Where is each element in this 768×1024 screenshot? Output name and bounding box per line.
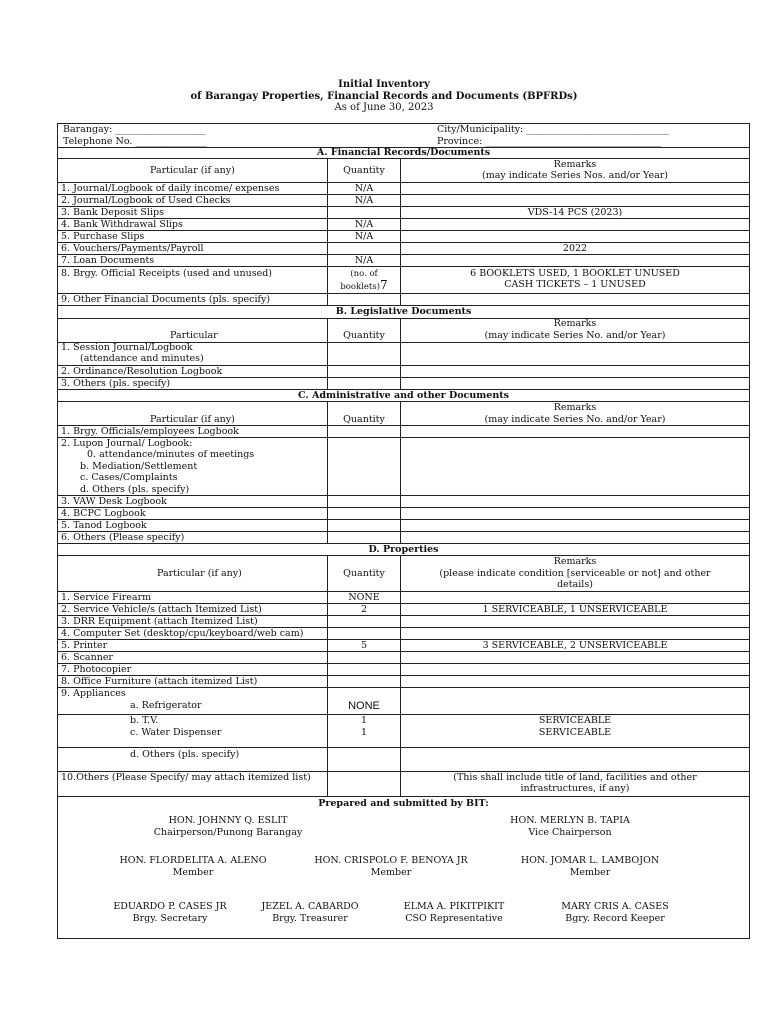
signatory-role: Member [172,867,214,878]
table-row: a. Refrigerator [130,700,202,711]
table-row: 9. Appliances [61,688,126,699]
remarks-cell: (This shall include title of land, facilities and other [453,772,697,783]
rule [57,519,750,520]
signatory-name: EDUARDO P. CASES JR [113,901,227,912]
signatory-role: Vice Chairperson [528,827,612,838]
quantity-cell: booklets)7 [340,278,388,292]
remarks-cell: 3 SERVICEABLE, 2 UNSERVICEABLE [482,640,668,651]
table-row: 3. Others (pls. specify) [61,378,171,389]
table-row: 6. Vouchers/Payments/Payroll [61,243,204,254]
table-row: 6. Others (Please specify) [61,532,185,543]
table-row: 2. Ordinance/Resolution Logbook [61,366,223,377]
province-field: Province: _____________________________________ [437,136,662,147]
quantity-cell: N/A [354,183,374,194]
quantity-cell: N/A [354,231,374,242]
signatory-role: Bgry. Record Keeper [565,913,665,924]
table-row: 5. Purchase Slips [61,231,145,242]
table-row: b. Mediation/Settlement [80,461,198,472]
section-d-col-quantity: Quantity [343,568,385,579]
table-row: 8. Office Furniture (attach itemized List) [61,676,258,687]
rule [57,796,750,797]
table-row: 4. Bank Withdrawal Slips [61,219,183,230]
column-rule [400,555,401,796]
rule [57,663,750,664]
table-row: 1. Journal/Logbook of daily income/ expenses [61,183,280,194]
table-row: d. Others (pls. specify) [80,484,190,495]
remarks-cell: 1 SERVICEABLE, 1 UNSERVICEABLE [482,604,668,615]
rule [57,591,750,592]
quantity-cell: 1 [360,727,368,738]
quantity-cell: (no. of [350,269,378,279]
column-rule [327,318,328,389]
remarks-cell: 2022 [562,243,588,254]
table-row: d. Others (pls. specify) [130,749,240,760]
table-row: 3. VAW Desk Logbook [61,496,167,507]
section-b-col-quantity: Quantity [343,330,385,341]
signatory-role: Member [569,867,611,878]
prepared-by-heading: Prepared and submitted by BIT: [318,798,489,809]
rule [57,747,750,748]
table-row: 3. DRR Equipment (attach Itemized List) [61,616,258,627]
signatory-name: HON. CRISPOLO F. BENOYA JR [314,855,468,866]
table-row: b. T.V. [130,715,159,726]
signatory-name: ELMA A. PIKITPIKIT [403,901,505,912]
section-d-title: D. Properties [368,544,439,555]
remarks-cell: SERVICEABLE [538,727,612,738]
remarks-cell: VDS-14 PCS (2023) [527,207,623,218]
table-row: 0. attendance/minutes of meetings [87,449,255,460]
telephone-field: Telephone No. _______________ [63,136,207,147]
section-d-col-remarks-note: details) [557,579,593,590]
remarks-cell: infrastructures, if any) [520,783,630,794]
section-c-col-quantity: Quantity [343,414,385,425]
quantity-cell: N/A [354,219,374,230]
quantity-cell: 5 [360,640,368,651]
table-row: 1. Brgy. Officials/employees Logbook [61,426,239,437]
remarks-cell: 6 BOOKLETS USED, 1 BOOKLET UNUSED [470,268,680,279]
section-c-col-remarks: Remarks [553,402,597,413]
city-field: City/Municipality: ______________________________ [437,124,669,135]
rule [57,507,750,508]
document-subtitle: of Barangay Properties, Financial Records and Documents (BPFRDs) [190,91,578,102]
table-row: (attendance and minutes) [80,353,204,364]
table-row: 2. Service Vehicle/s (attach Itemized List) [61,604,262,615]
rule [57,687,750,688]
section-b-col-particular: Particular [170,330,218,341]
table-row: c. Cases/Complaints [80,472,178,483]
signatory-name: HON. FLORDELITA A. ALENO [119,855,267,866]
signatory-name: MARY CRIS A. CASES [561,901,669,912]
section-b-title: B. Legislative Documents [335,306,472,317]
section-a-col-particular: Particular (if any) [150,165,235,176]
table-row: 7. Loan Documents [61,255,155,266]
quantity-cell: NONE [348,700,380,712]
signatory-role: Brgy. Treasurer [272,913,348,924]
signatory-role: CSO Representative [405,913,503,924]
signatory-name: HON. JOHNNY Q. ESLIT [168,815,288,826]
table-row: 5. Printer [61,640,108,651]
table-row: c. Water Dispenser [130,727,222,738]
signatory-name: HON. JOMAR L. LAMBOJON [520,855,660,866]
table-row: 1. Service Firearm [61,592,152,603]
table-row: 4. Computer Set (desktop/cpu/keyboard/web cam) [61,628,304,639]
table-row: 5. Tanod Logbook [61,520,147,531]
section-d-col-remarks: Remarks [553,556,597,567]
remarks-cell: SERVICEABLE [538,715,612,726]
rule [57,254,750,255]
table-row: 8. Brgy. Official Receipts (used and unused) [61,268,272,279]
quantity-cell: 1 [360,715,368,726]
quantity-cell: N/A [354,195,374,206]
quantity-cell: N/A [354,255,374,266]
table-row: 2. Lupon Journal/ Logbook: [61,438,193,449]
signatory-name: HON. MERLYN B. TAPIA [510,815,630,826]
document-title: Initial Inventory [338,79,430,90]
section-b-col-remarks-note: (may indicate Series No. and/or Year) [484,330,666,341]
quantity-cell: NONE [348,592,380,603]
table-row: 4. BCPC Logbook [61,508,146,519]
section-a-title: A. Financial Records/Documents [316,147,491,158]
signatory-role: Chairperson/Punong Barangay [153,827,303,838]
rule [57,266,750,267]
table-row: 2. Journal/Logbook of Used Checks [61,195,231,206]
section-c-title: C. Administrative and other Documents [298,390,509,401]
document-date: As of June 30, 2023 [334,102,434,113]
rule [57,651,750,652]
section-c-col-remarks-note: (may indicate Series No. and/or Year) [484,414,666,425]
rule [57,230,750,231]
section-a-col-remarks: Remarks [553,159,597,170]
section-a-col-remarks-note: (may indicate Series Nos. and/or Year) [482,170,668,181]
section-c-col-particular: Particular (if any) [150,414,235,425]
table-row: 3. Bank Deposit Slips [61,207,164,218]
remarks-cell: CASH TICKETS – 1 UNUSED [504,279,646,290]
signatory-role: Brgy. Secretary [132,913,208,924]
section-a-col-quantity: Quantity [343,165,385,176]
table-row: 10.Others (Please Specify/ may attach itemized list) [61,772,311,783]
quantity-cell: 2 [360,604,368,615]
table-row: 6. Scanner [61,652,113,663]
table-row: 7. Photocopier [61,664,132,675]
signatory-name: JEZEL A. CABARDO [261,901,359,912]
section-d-col-particular: Particular (if any) [157,568,242,579]
table-row: 9. Other Financial Documents (pls. specify) [61,294,271,305]
table-row: 1. Session Journal/Logbook [61,342,193,353]
signatory-role: Member [370,867,412,878]
section-d-col-remarks-note: (please indicate condition [serviceable or not] and other [439,568,711,579]
section-b-col-remarks: Remarks [553,318,597,329]
barangay-field: Barangay: ___________________ [63,124,206,135]
